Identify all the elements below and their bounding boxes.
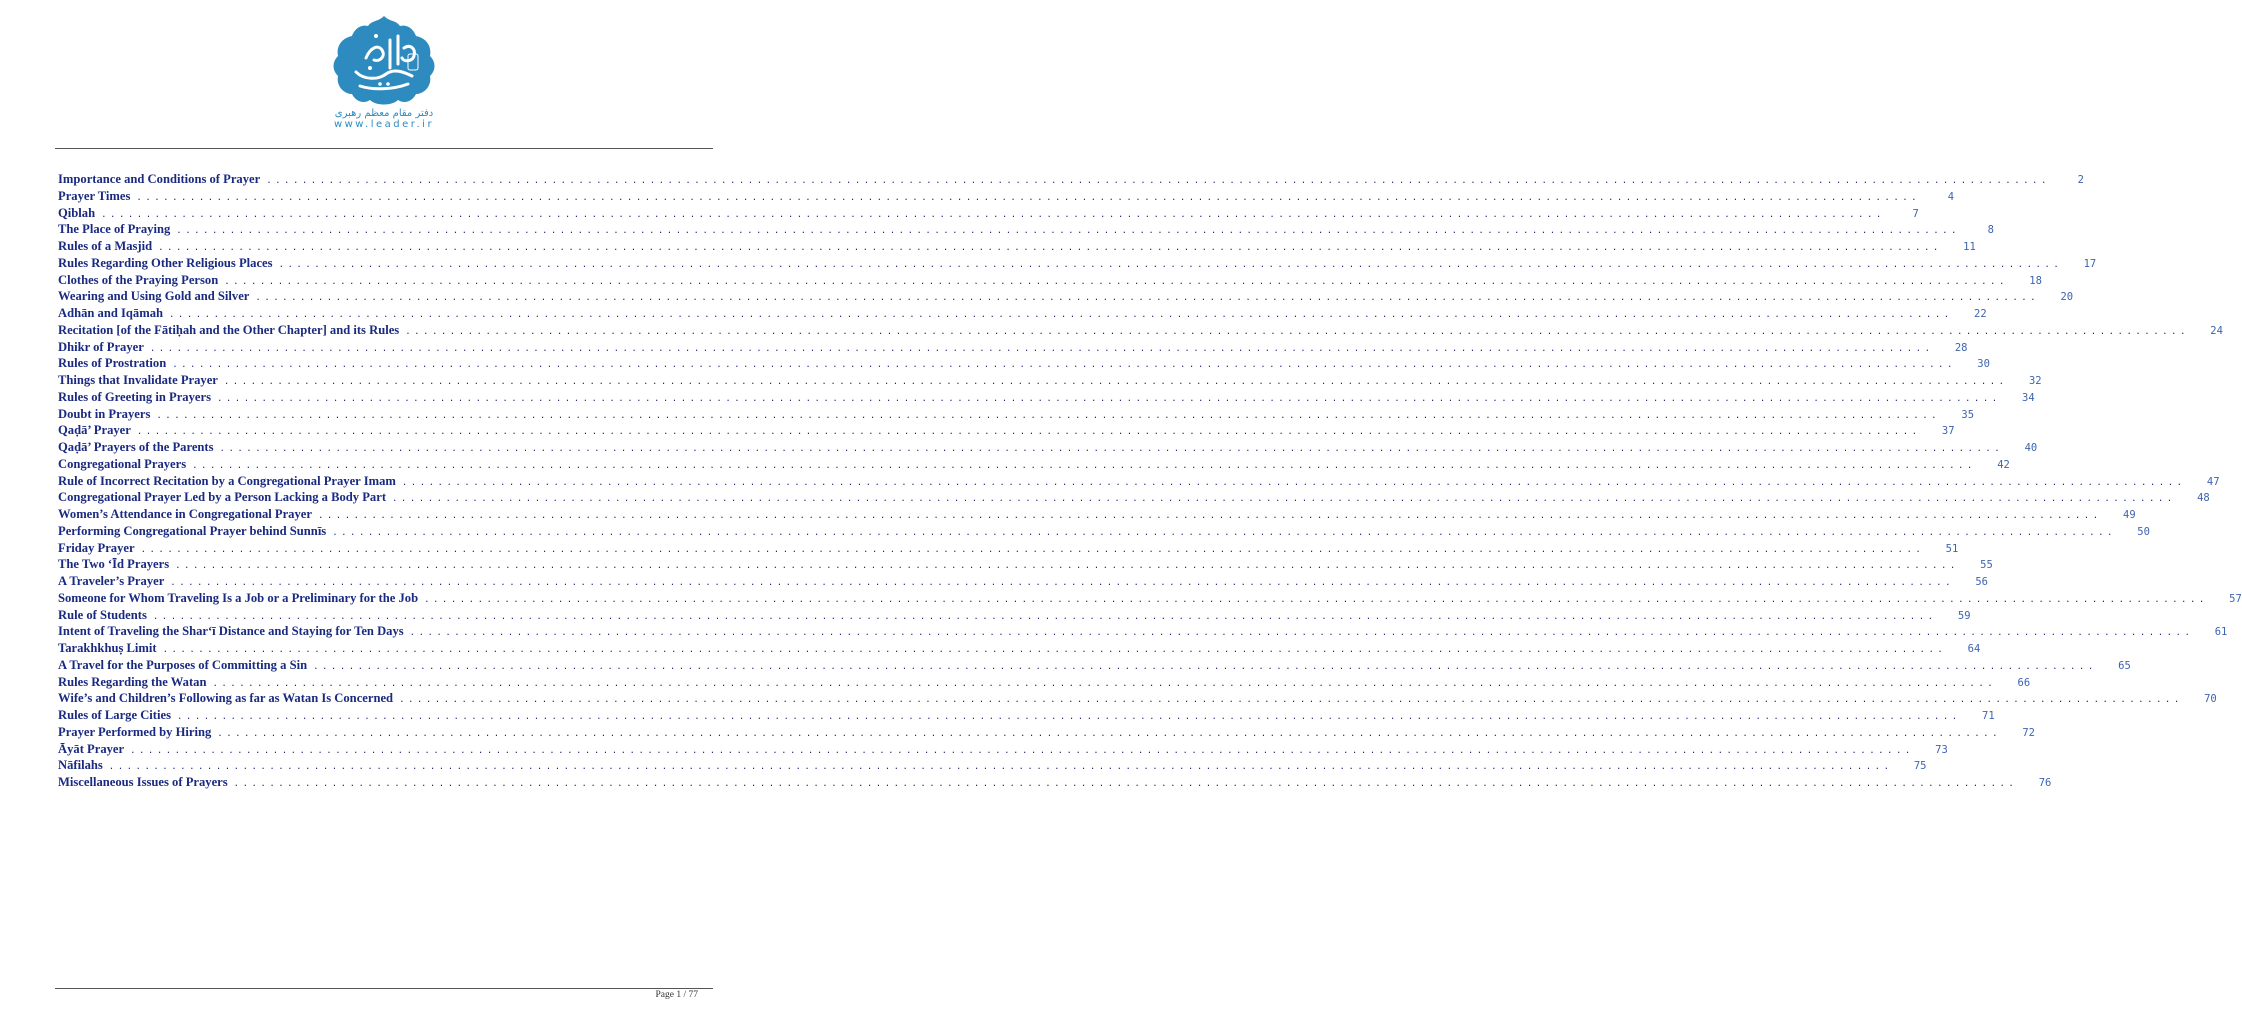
toc-entry-page: 35 <box>1961 408 1975 421</box>
toc-dot-leader: ........................................................................................................................................................................................................ <box>130 745 1914 756</box>
toc-dot-leader: ........................................................................................................................................................................................................ <box>266 176 2050 186</box>
toc-entry-page: 57 <box>2229 592 2242 605</box>
toc-dot-leader: ........................................................................................................................................................................................................ <box>192 460 1976 471</box>
toc-entry-page: 61 <box>2214 626 2228 639</box>
toc-entry-title: Someone for Whom Traveling Is a Job or a Preliminary for the Job <box>58 590 419 605</box>
toc-dot-leader: ........................................................................................................................................................................................................ <box>170 578 1954 588</box>
toc-entry-title: Rule of Incorrect Recitation by a Congregational Prayer Imam <box>58 473 396 488</box>
toc-dot-leader: ........................................................................................................................................................................................................ <box>219 444 2004 454</box>
toc-entry-page: 71 <box>1982 710 1995 722</box>
toc-entry[interactable] <box>58 489 2210 506</box>
toc-dot-leader: ........................................................................................................................................................................................................ <box>233 779 2018 789</box>
toc-entry-title: Dhikr of Prayer <box>58 339 144 354</box>
toc-entry-page: 55 <box>1980 559 1993 572</box>
toc-dot-leader: ........................................................................................................................................................................................................ <box>172 360 1956 371</box>
toc-dot-leader: ........................................................................................................................................................................................................ <box>223 377 2008 387</box>
toc-entry-title: Adhān and Iqāmah <box>58 306 163 320</box>
toc-entry-page: 59 <box>1957 609 1971 622</box>
toc-dot-leader: ........................................................................................................................................................................................................ <box>255 293 2040 304</box>
toc-entry-title: Women’s Attendance in Congregational Prayer <box>58 507 312 521</box>
toc-dot-leader: ........................................................................................................................................................................................................ <box>152 611 1937 622</box>
toc-entry[interactable] <box>58 674 2031 691</box>
toc-entry-page: 20 <box>2060 291 2074 304</box>
toc-entry-title: Rule of Students <box>58 607 147 622</box>
toc-dot-leader: ........................................................................................................................................................................................................ <box>278 259 2063 270</box>
toc-entry-title: Recitation [of the Fātiḥah and the Other Chapter] and its Rules <box>58 322 400 337</box>
toc-entry-title: Friday Prayer <box>58 540 135 555</box>
toc-entry-title: A Traveler’s Prayer <box>58 574 165 588</box>
toc-entry[interactable] <box>58 188 1955 205</box>
toc-entry[interactable] <box>58 422 1955 439</box>
toc-entry[interactable] <box>58 221 1994 238</box>
toc-entry-page: 50 <box>2137 525 2150 538</box>
toc-entry-title: Rules Regarding Other Religious Places <box>58 255 273 270</box>
toc-dot-leader: ........................................................................................................................................................................................................ <box>175 561 1959 572</box>
toc-entry-page: 28 <box>1954 341 1968 354</box>
toc-entry[interactable] <box>58 322 2223 339</box>
toc-dot-leader: ........................................................................................................................................................................................................ <box>216 393 2001 404</box>
toc-dot-leader: ........................................................................................................................................................................................................ <box>108 762 1893 773</box>
page-number: Page 1 / 77 <box>655 990 698 1000</box>
toc-dot-leader: ........................................................................................................................................................................................................ <box>136 427 1921 438</box>
toc-dot-leader: ........................................................................................................................................................................................................ <box>101 209 1885 220</box>
toc-entry-title: The Place of Praying <box>58 222 171 237</box>
footer-divider <box>55 988 713 989</box>
toc-entry-title: Nāfilahs <box>58 758 103 773</box>
toc-dot-leader: ........................................................................................................................................................................................................ <box>401 477 2186 488</box>
toc-entry-title: Rules of Large Cities <box>58 708 171 722</box>
toc-entry-title: Things that Invalidate Prayer <box>58 373 218 387</box>
toc-entry-title: Rules of Greeting in Prayers <box>58 389 211 404</box>
toc-dot-leader: ........................................................................................................................................................................................................ <box>136 192 1921 203</box>
toc-dot-leader: ........................................................................................................................................................................................................ <box>424 594 2208 605</box>
toc-entry-title: Wearing and Using Gold and Silver <box>58 289 250 304</box>
toc-entry-page: 76 <box>2038 777 2052 789</box>
toc-entry[interactable] <box>58 238 1976 255</box>
toc-dot-leader: ........................................................................................................................................................................................................ <box>212 678 1997 689</box>
toc-entry-page: 4 <box>1947 190 1955 203</box>
toc-entry-page: 47 <box>2206 475 2220 488</box>
toc-entry[interactable] <box>58 573 1988 590</box>
toc-entry-title: A Travel for the Purposes of Committing a Sin <box>58 657 308 672</box>
toc-entry[interactable] <box>58 372 2042 389</box>
toc-entry-page: 22 <box>1974 308 1987 320</box>
toc-entry-page: 66 <box>2017 676 2031 689</box>
header-divider <box>55 148 713 149</box>
toc-dot-leader: ........................................................................................................................................................................................................ <box>405 326 2189 337</box>
toc-entry-title: Doubt in Prayers <box>58 406 151 421</box>
toc-dot-leader: ........................................................................................................................................................................................................ <box>399 695 2183 706</box>
toc-entry-title: Congregational Prayer Led by a Person Lacking a Body Part <box>58 490 387 505</box>
toc-entry-page: 51 <box>1945 542 1959 555</box>
toc-entry[interactable] <box>58 355 1990 372</box>
toc-entry[interactable] <box>58 724 2035 741</box>
toc-dot-leader: ........................................................................................................................................................................................................ <box>176 226 1960 237</box>
toc-entry[interactable] <box>58 439 2038 456</box>
toc-dot-leader: ........................................................................................................................................................................................................ <box>169 310 1953 320</box>
toc-entry[interactable] <box>58 305 1987 322</box>
toc-entry[interactable] <box>58 607 1971 624</box>
toc-entry-page: 32 <box>2028 375 2042 387</box>
toc-entry[interactable] <box>58 288 2074 305</box>
toc-entry-page: 72 <box>2022 726 2035 739</box>
toc-entry[interactable] <box>58 690 2217 707</box>
toc-entry[interactable] <box>58 590 2242 607</box>
toc-entry-page: 42 <box>1997 458 2010 471</box>
toc-entry-title: Prayer Times <box>58 188 131 203</box>
toc-entry[interactable] <box>58 205 1919 222</box>
toc-entry[interactable] <box>58 255 2097 272</box>
website-url: www.leader.ir <box>333 119 435 130</box>
toc-entry-page: 75 <box>1913 760 1927 773</box>
toc-entry-page: 18 <box>2029 274 2042 287</box>
toc-entry-page: 8 <box>1987 224 1994 237</box>
table-of-contents <box>58 171 2242 791</box>
toc-entry-page: 34 <box>2022 391 2035 404</box>
toc-dot-leader: ........................................................................................................................................................................................................ <box>140 544 1925 555</box>
toc-entry[interactable] <box>58 506 2136 523</box>
toc-entry[interactable] <box>58 623 2228 640</box>
toc-dot-leader: ........................................................................................................................................................................................................ <box>313 661 2097 672</box>
toc-dot-leader: ........................................................................................................................................................................................................ <box>162 645 1947 655</box>
toc-entry[interactable] <box>58 556 1993 573</box>
toc-entry-page: 56 <box>1975 576 1988 588</box>
calligraphy-seal-icon <box>330 14 438 108</box>
toc-entry-page: 37 <box>1941 425 1955 438</box>
toc-entry-page: 11 <box>1963 241 1976 253</box>
toc-dot-leader: ........................................................................................................................................................................................................ <box>156 410 1941 421</box>
toc-entry[interactable] <box>58 774 2052 791</box>
toc-dot-leader: ........................................................................................................................................................................................................ <box>332 527 2116 538</box>
toc-entry-page: 7 <box>1912 207 1919 220</box>
toc-entry-page: 65 <box>2118 659 2131 672</box>
toc-entry-page: 24 <box>2210 324 2223 337</box>
toc-dot-leader: ........................................................................................................................................................................................................ <box>149 343 1934 354</box>
toc-entry-page: 48 <box>2197 492 2210 505</box>
toc-entry-title: The Two ‘Īd Prayers <box>58 557 170 572</box>
toc-entry-page: 40 <box>2024 442 2038 454</box>
toc-entry-title: Rules Regarding the Watan <box>58 674 207 689</box>
toc-entry-page: 17 <box>2083 257 2097 270</box>
document-header <box>0 0 768 150</box>
toc-dot-leader: ........................................................................................................................................................................................................ <box>392 494 2176 505</box>
toc-entry-title: Performing Congregational Prayer behind Sunnīs <box>58 523 327 538</box>
toc-entry-title: Qaḍā’ Prayers of the Parents <box>58 440 214 454</box>
toc-entry-title: Rules of a Masjid <box>58 239 153 253</box>
toc-entry-page: 30 <box>1977 358 1990 371</box>
toc-entry[interactable] <box>58 389 2035 406</box>
toc-entry[interactable] <box>58 339 1968 356</box>
toc-dot-leader: ........................................................................................................................................................................................................ <box>176 712 1961 722</box>
toc-entry-title: Wife’s and Children’s Following as far as Watan Is Concerned <box>58 691 394 706</box>
toc-entry[interactable] <box>58 757 1927 774</box>
toc-entry-page: 2 <box>2077 174 2084 186</box>
toc-entry-title: Congregational Prayers <box>58 456 187 471</box>
toc-entry[interactable] <box>58 272 2042 289</box>
toc-entry[interactable] <box>58 456 2010 473</box>
toc-entry-title: Intent of Traveling the Shar‘ī Distance and Staying for Ten Days <box>58 624 404 639</box>
toc-entry-title: Tarakhkhuṣ Limit <box>58 641 157 655</box>
toc-entry-title: Importance and Conditions of Prayer <box>58 172 261 186</box>
toc-entry-page: 64 <box>1967 643 1981 655</box>
toc-entry-title: Prayer Performed by Hiring <box>58 724 212 739</box>
toc-entry[interactable] <box>58 406 1975 423</box>
toc-entry-page: 49 <box>2123 509 2136 521</box>
toc-dot-leader: ........................................................................................................................................................................................................ <box>158 243 1942 253</box>
toc-entry-page: 70 <box>2204 693 2217 706</box>
toc-dot-leader: ........................................................................................................................................................................................................ <box>224 276 2008 287</box>
office-name-persian: دفتر مقام معظم رهبری <box>334 108 434 119</box>
toc-entry[interactable] <box>58 523 2150 540</box>
toc-entry[interactable] <box>58 171 2084 188</box>
toc-dot-leader: ........................................................................................................................................................................................................ <box>409 628 2194 639</box>
toc-entry[interactable] <box>58 473 2220 490</box>
toc-entry[interactable] <box>58 657 2131 674</box>
toc-dot-leader: ........................................................................................................................................................................................................ <box>217 728 2001 739</box>
toc-entry[interactable] <box>58 540 1959 557</box>
toc-entry-page: 73 <box>1935 743 1948 756</box>
toc-entry-title: Āyāt Prayer <box>58 741 125 756</box>
toc-entry-title: Miscellaneous Issues of Prayers <box>58 775 228 789</box>
toc-entry[interactable] <box>58 707 1995 724</box>
toc-entry-title: Clothes of the Praying Person <box>58 272 219 287</box>
toc-dot-leader: ........................................................................................................................................................................................................ <box>317 511 2102 521</box>
toc-entry[interactable] <box>58 741 1948 758</box>
toc-entry-title: Qiblah <box>58 205 96 220</box>
toc-entry[interactable] <box>58 640 1981 657</box>
toc-entry-title: Rules of Prostration <box>58 356 167 371</box>
toc-entry-title: Qaḍā’ Prayer <box>58 423 131 438</box>
